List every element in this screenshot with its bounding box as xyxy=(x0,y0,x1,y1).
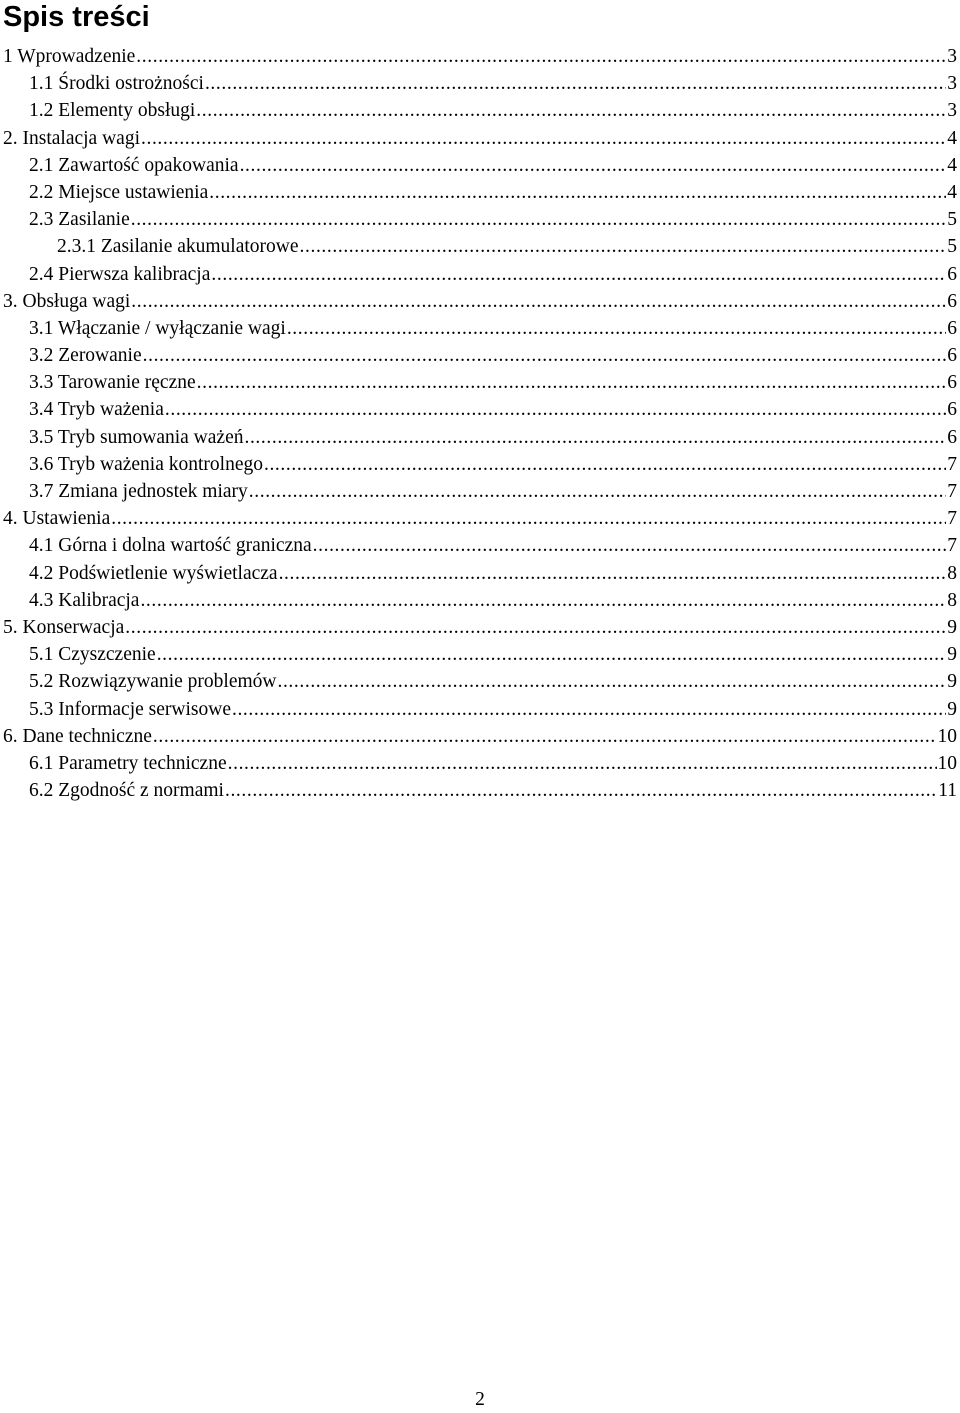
page-number: 2 xyxy=(475,1389,485,1410)
toc-entry[interactable] xyxy=(0,478,957,505)
dot-leader xyxy=(211,261,946,288)
toc-entry-page: 4 xyxy=(947,181,957,203)
dot-leader xyxy=(136,43,946,70)
dot-leader xyxy=(157,641,947,668)
toc-entry-page: 7 xyxy=(947,453,957,475)
toc-entry-page: 4 xyxy=(947,127,957,149)
dot-leader xyxy=(225,777,937,804)
toc-entry-page: 10 xyxy=(937,725,957,747)
toc-entry[interactable] xyxy=(0,723,957,750)
toc-entry-page: 7 xyxy=(947,508,957,530)
toc-entry[interactable] xyxy=(0,125,957,152)
toc-entry-label: 3. Obsługa wagi xyxy=(3,290,131,312)
toc-entry-page: 3 xyxy=(947,46,957,67)
toc-entry-page: 9 xyxy=(947,671,957,693)
dot-leader xyxy=(277,668,946,695)
toc-entry-page: 6 xyxy=(947,426,957,448)
dot-leader xyxy=(131,288,946,315)
toc-entry-label: 4.3 Kalibracja xyxy=(29,589,140,611)
toc-entry-label: 6.2 Zgodność z normami xyxy=(29,780,224,802)
toc-entry[interactable] xyxy=(0,369,957,396)
toc-entry[interactable] xyxy=(0,233,957,260)
toc-entry-label: 3.7 Zmiana jednostek miary xyxy=(29,481,248,502)
toc-entry-label: 3.3 Tarowanie ręczne xyxy=(29,372,196,394)
toc-entry-label: 2.1 Zawartość opakowania xyxy=(29,154,239,176)
dot-leader xyxy=(264,451,946,478)
dot-leader xyxy=(240,152,947,179)
toc-entry-label: 4. Ustawienia xyxy=(3,508,111,530)
toc-entry[interactable] xyxy=(0,614,957,641)
toc-entry-label: 5.2 Rozwiązywanie problemów xyxy=(29,671,277,693)
toc-entry-page: 5 xyxy=(947,209,957,231)
dot-leader xyxy=(111,505,946,532)
toc-entry[interactable] xyxy=(0,424,957,451)
dot-leader xyxy=(232,696,946,723)
toc-entry-label: 4.2 Podświetlenie wyświetlacza xyxy=(29,562,278,584)
toc-entry-label: 2. Instalacja wagi xyxy=(3,127,140,149)
toc-entry-page: 6 xyxy=(947,345,957,367)
toc-entry-label: 2.3 Zasilanie xyxy=(29,209,130,231)
dot-leader xyxy=(141,125,946,152)
toc-entry-label: 3.2 Zerowanie xyxy=(29,345,142,367)
toc-entry-page: 6 xyxy=(947,399,957,421)
toc-entry-label: 3.6 Tryb ważenia kontrolnego xyxy=(29,453,263,475)
toc-entry-page: 7 xyxy=(947,535,957,557)
dot-leader xyxy=(131,206,947,233)
toc-entry[interactable] xyxy=(0,152,957,179)
toc-entry-page: 6 xyxy=(947,263,957,285)
toc-entry-label: 3.1 Włączanie / wyłączanie wagi xyxy=(29,317,286,339)
toc-entry[interactable] xyxy=(0,97,957,124)
toc-entry[interactable] xyxy=(0,396,957,423)
dot-leader xyxy=(287,315,946,342)
toc-entry-label: 1.2 Elementy obsługi xyxy=(29,100,196,122)
toc-entry-label: 2.3.1 Zasilanie akumulatorowe xyxy=(57,236,299,258)
toc-entry-label: 2.2 Miejsce ustawienia xyxy=(29,181,209,203)
toc-entry[interactable] xyxy=(0,777,957,804)
dot-leader xyxy=(196,97,946,124)
dot-leader xyxy=(153,723,937,750)
dot-leader xyxy=(197,369,947,396)
dot-leader xyxy=(140,587,946,614)
toc-entry-page: 7 xyxy=(947,481,957,502)
toc-entry-page: 5 xyxy=(947,236,957,258)
toc-entry-page: 4 xyxy=(947,154,957,176)
toc-entry-label: 1.1 Środki ostrożności xyxy=(29,73,204,95)
toc-entry[interactable] xyxy=(0,288,957,315)
toc-entry-page: 8 xyxy=(947,589,957,611)
toc-entry[interactable] xyxy=(0,696,957,723)
toc-entry[interactable] xyxy=(0,750,957,777)
dot-leader xyxy=(165,396,946,423)
toc-entry-label: 3.4 Tryb ważenia xyxy=(29,399,164,421)
toc-entry-page: 10 xyxy=(937,752,957,774)
toc-entry-label: 1 Wprowadzenie xyxy=(3,46,136,67)
toc-entry-page: 11 xyxy=(938,780,957,802)
toc-entry[interactable] xyxy=(0,342,957,369)
dot-leader xyxy=(249,478,946,505)
toc-entry-page: 6 xyxy=(947,290,957,312)
toc-entry-page: 6 xyxy=(947,317,957,339)
toc-entry-label: 5.3 Informacje serwisowe xyxy=(29,698,231,720)
dot-leader xyxy=(244,424,946,451)
dot-leader xyxy=(228,750,937,777)
toc-entry[interactable] xyxy=(0,668,957,695)
toc-entry-page: 9 xyxy=(947,698,957,720)
toc-entry[interactable] xyxy=(0,70,957,97)
toc-entry[interactable] xyxy=(0,560,957,587)
dot-leader xyxy=(313,532,947,559)
toc-entry[interactable] xyxy=(0,206,957,233)
toc-entry-label: 5.1 Czyszczenie xyxy=(29,644,156,666)
toc-entry[interactable] xyxy=(0,261,957,288)
dot-leader xyxy=(205,70,946,97)
dot-leader xyxy=(279,560,947,587)
toc-entry-page: 3 xyxy=(947,73,957,95)
table-of-contents xyxy=(0,43,957,804)
toc-entry-label: 3.5 Tryb sumowania ważeń xyxy=(29,426,244,448)
toc-entry-label: 6. Dane techniczne xyxy=(3,725,152,747)
toc-entry[interactable] xyxy=(0,451,957,478)
toc-entry-page: 3 xyxy=(947,100,957,122)
toc-entry-page: 9 xyxy=(947,644,957,666)
toc-title: Spis treści xyxy=(3,1,150,33)
toc-entry-page: 9 xyxy=(947,616,957,638)
toc-entry[interactable] xyxy=(0,505,957,532)
toc-entry[interactable] xyxy=(0,315,957,342)
toc-entry[interactable] xyxy=(0,532,957,559)
toc-entry-label: 6.1 Parametry techniczne xyxy=(29,752,227,774)
toc-entry-page: 8 xyxy=(947,562,957,584)
dot-leader xyxy=(209,179,946,206)
toc-entry-label: 4.1 Górna i dolna wartość graniczna xyxy=(29,535,312,557)
toc-entry-page: 6 xyxy=(947,372,957,394)
toc-entry-label: 5. Konserwacja xyxy=(3,616,125,638)
toc-entry[interactable] xyxy=(0,587,957,614)
dot-leader xyxy=(143,342,947,369)
dot-leader xyxy=(125,614,946,641)
toc-entry[interactable] xyxy=(0,43,957,70)
toc-entry-label: 2.4 Pierwsza kalibracja xyxy=(29,263,211,285)
toc-entry[interactable] xyxy=(0,641,957,668)
toc-entry[interactable] xyxy=(0,179,957,206)
dot-leader xyxy=(300,233,947,260)
